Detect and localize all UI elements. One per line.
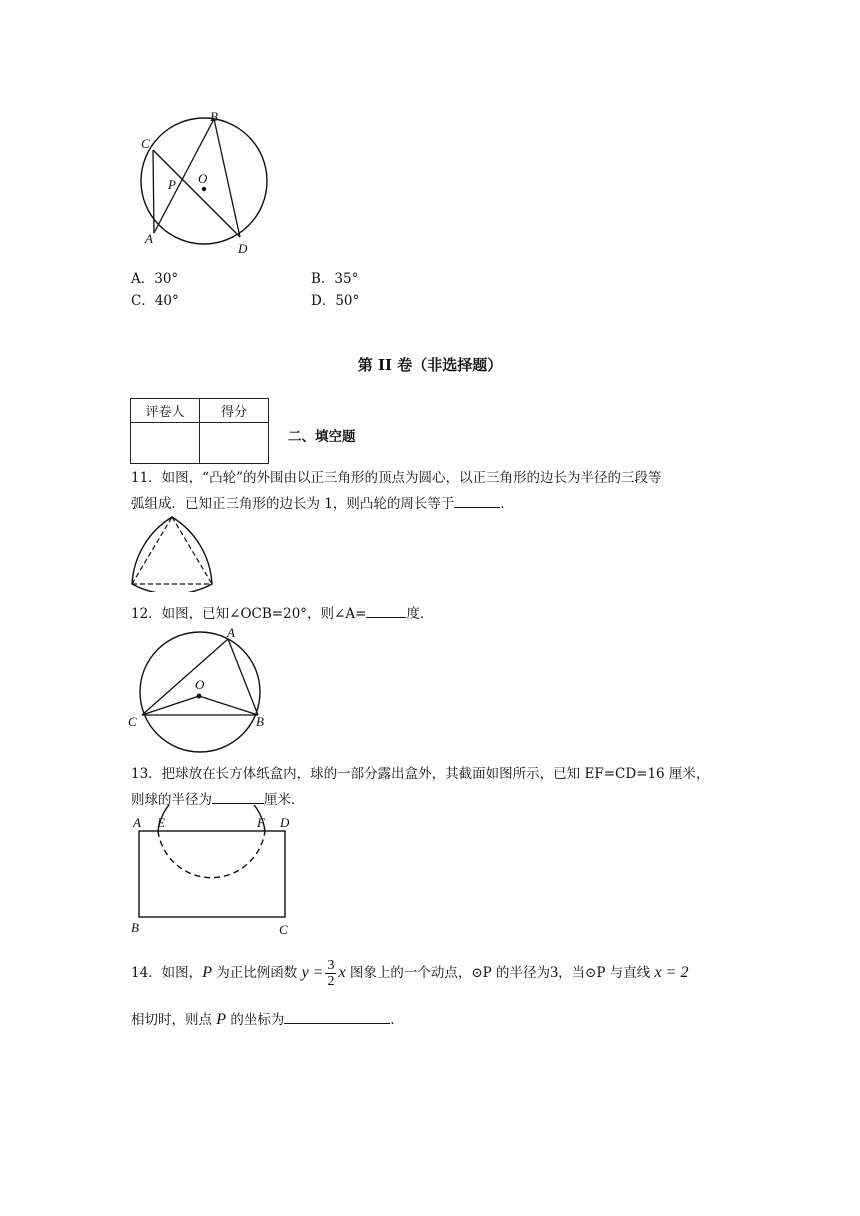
q12-answer-blank[interactable] (366, 603, 406, 618)
label-F: F (257, 815, 265, 830)
q11-answer-blank[interactable] (454, 493, 500, 508)
q11-line1: 11．如图，“凸轮”的外围由以正三角形的顶点为圆心，以正三角形的边长为半径的三段等 (131, 470, 662, 486)
section-heading: 二、填空题 (288, 429, 356, 445)
q12-text: 12．如图，已知∠OCB=20°，则∠A= 度． (131, 601, 433, 627)
ball-in-box-figure (125, 805, 305, 940)
equation-y: y = (301, 964, 324, 981)
q13-line2: 则球的半径为 厘米． (131, 787, 305, 813)
q14-answer-blank[interactable] (284, 1009, 390, 1024)
option-a[interactable]: A．30° (131, 271, 179, 287)
label-A: A (145, 231, 153, 246)
label-O: O (195, 677, 205, 692)
circle-triangle-figure (125, 625, 275, 755)
score-table-grader-cell[interactable] (131, 423, 200, 464)
q13-answer-blank[interactable] (212, 789, 264, 804)
reuleaux-triangle-figure (126, 514, 218, 592)
label-B: B (256, 714, 264, 729)
circle-chords-figure (128, 105, 278, 257)
option-d[interactable]: D．50° (311, 293, 360, 309)
option-b[interactable]: B．35° (311, 271, 359, 287)
q14-line1: 14．如图，P 为正比例函数 y = $\frac{3}{2}$ x 图象上的一个动点，⊙P 的半径为3，当⊙P 与直线 x = 2 (131, 958, 689, 989)
label-P: P (168, 177, 176, 192)
label-B: B (210, 109, 218, 124)
label-C: C (141, 136, 150, 151)
label-C: C (128, 714, 137, 729)
score-table-header-grader: 评卷人 (131, 399, 200, 423)
q14-line2: 相切时，则点 P 的坐标为 ． (131, 1011, 404, 1028)
equation-x-line: x = 2 (654, 964, 689, 981)
q11-line2: 弧组成．已知正三角形的边长为 1，则凸轮的周长等于 ． (131, 491, 514, 517)
label-A: A (133, 815, 141, 830)
label-D: D (238, 241, 248, 256)
fraction-3-2: $\frac{3}{2}$ (327, 958, 335, 989)
label-C: C (279, 922, 288, 937)
score-table-header-score: 得分 (200, 399, 269, 423)
label-O: O (198, 171, 208, 186)
label-B: B (131, 920, 139, 935)
label-E: E (157, 815, 165, 830)
score-table-score-cell[interactable] (200, 423, 269, 464)
option-c[interactable]: C．40° (131, 293, 179, 309)
q13-line1: 13．把球放在长方体纸盒内，球的一部分露出盒外，其截面如图所示，已知 EF=CD=16 厘米， (131, 766, 710, 782)
label-D: D (280, 815, 290, 830)
label-A: A (227, 625, 235, 640)
score-table (130, 398, 269, 464)
section-title: 第 II 卷（非选择题） (357, 356, 503, 374)
